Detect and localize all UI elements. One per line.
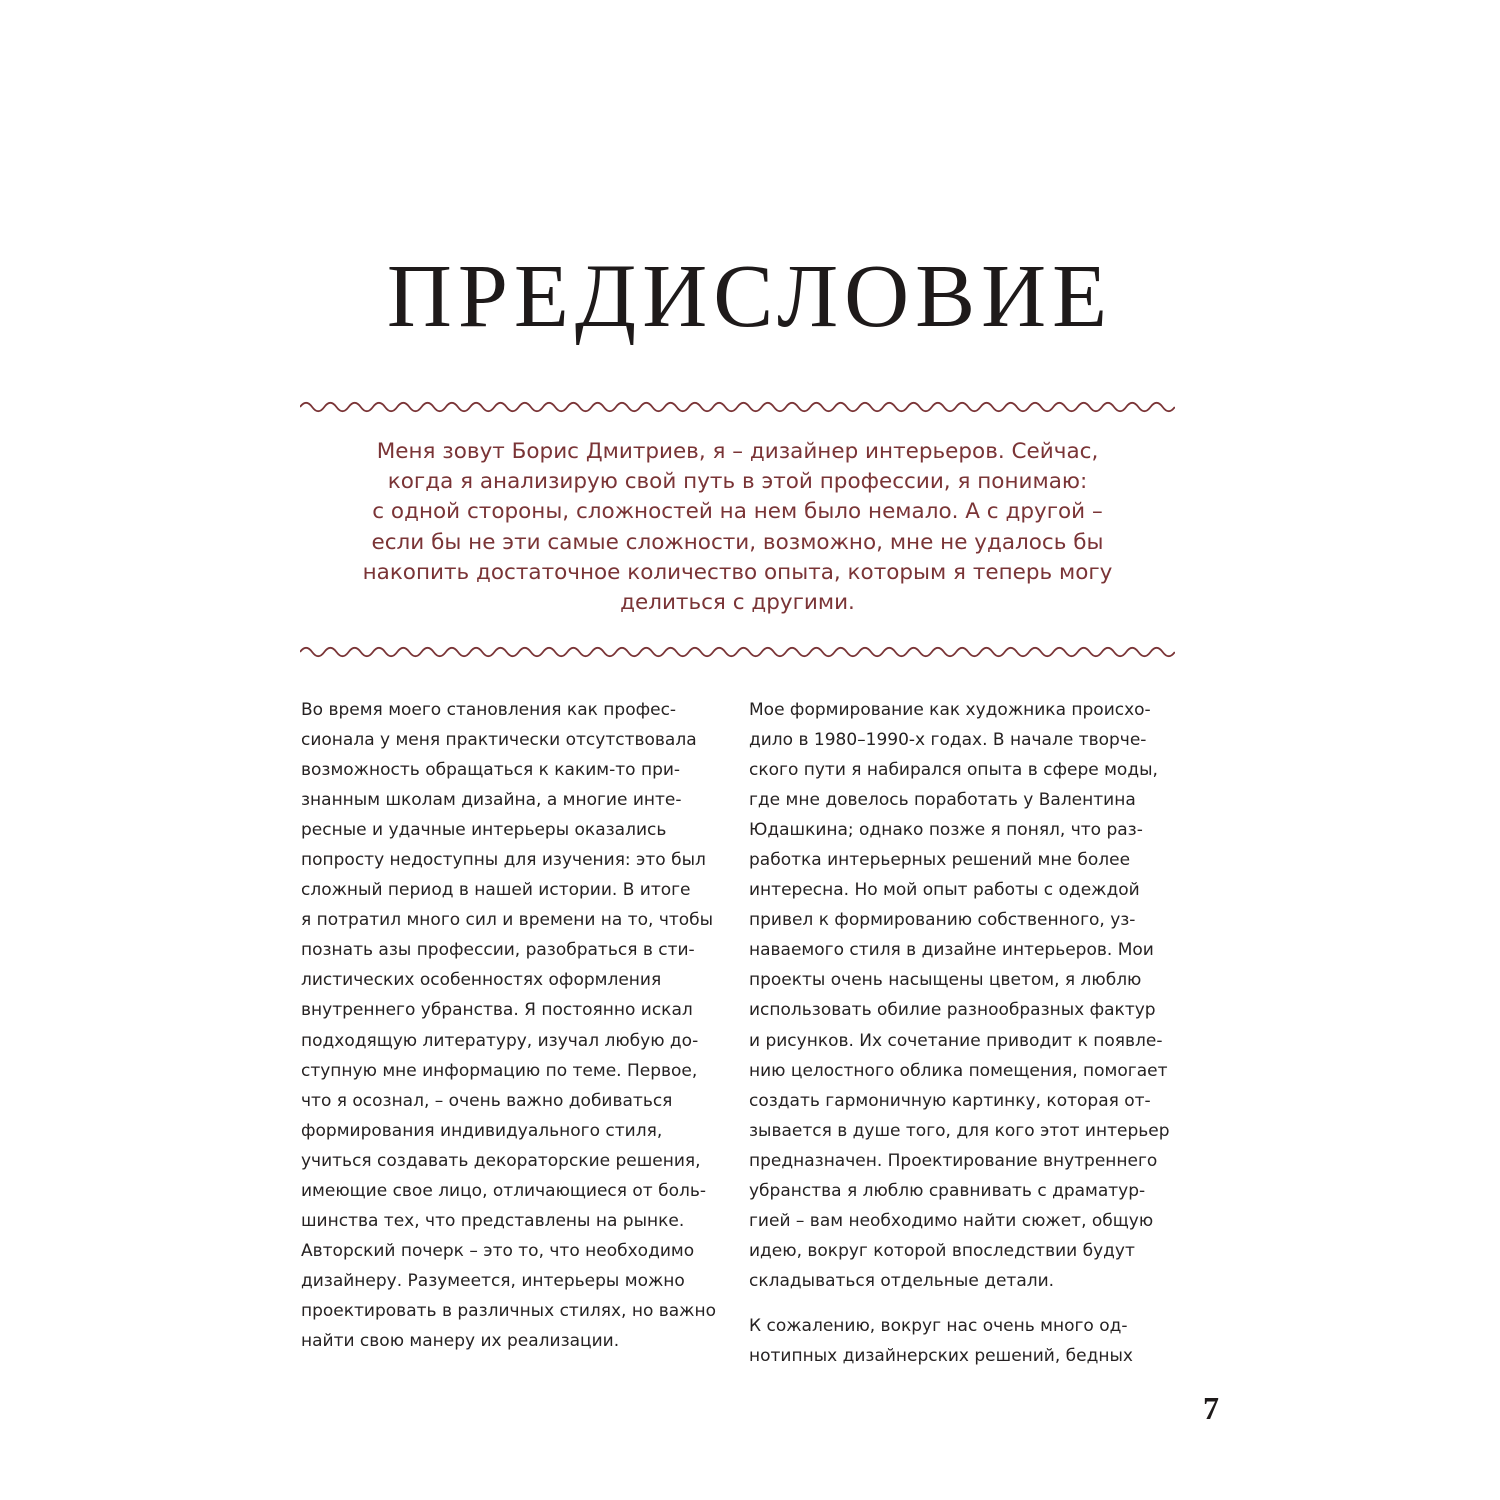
text-line: ского пути я набирался опыта в сфере моды,: [749, 760, 1158, 781]
text-line: создать гармоничную картинку, которая от-: [749, 1090, 1151, 1111]
text-line: складываться отдельные детали.: [749, 1270, 1055, 1291]
text-line: дизайнеру. Разумеется, интерьеры можно: [301, 1270, 685, 1291]
text-line: наваемого стиля в дизайне интерьеров. Мои: [749, 940, 1154, 961]
text-line: интересна. Но мой опыт работы с одеждой: [749, 880, 1140, 901]
text-line: зывается в душе того, для кого этот интерьер: [749, 1120, 1170, 1141]
paragraph: [749, 695, 1179, 1296]
text-line: листических особенностях оформления: [301, 970, 662, 991]
text-line: учиться создавать декораторские решения,: [301, 1150, 701, 1171]
text-line: ресные и удачные интерьеры оказались: [301, 820, 667, 841]
intro-line: с одной стороны, сложностей на нем было немало. А с другой –: [372, 499, 1103, 525]
text-line: Мое формирование как художника происхо-: [749, 700, 1151, 720]
text-line: найти свою манеру их реализации.: [301, 1330, 620, 1351]
text-line: гией – вам необходимо найти сюжет, общую: [749, 1210, 1154, 1231]
text-line: и рисунков. Их сочетание приводит к появле-: [749, 1030, 1163, 1051]
text-line: сионала у меня практически отсутствовала: [301, 730, 697, 751]
text-line: внутреннего убранства. Я постоянно искал: [301, 1000, 693, 1021]
paragraph: [301, 695, 731, 1356]
intro-text: [300, 437, 1175, 618]
text-line: познать азы профессии, разобраться в сти-: [301, 940, 695, 961]
page-number: 7: [1203, 1390, 1219, 1426]
page-title: ПРЕДИСЛОВИЕ: [386, 247, 1114, 346]
text-line: идею, вокруг которой впоследствии будут: [749, 1240, 1135, 1261]
intro-line: когда я анализирую свой путь в этой профессии, я понимаю:: [387, 469, 1088, 495]
text-line: я потратил много сил и времени на то, чтобы: [301, 910, 714, 931]
text-line: сложный период в нашей истории. В итоге: [301, 880, 691, 901]
text-line: использовать обилие разнообразных фактур: [749, 1000, 1156, 1021]
text-line: проектировать в различных стилях, но важно: [301, 1300, 717, 1321]
text-line: ступную мне информацию по теме. Первое,: [301, 1060, 698, 1081]
text-line: Авторский почерк – это то, что необходимо: [301, 1240, 695, 1261]
text-line: Во время моего становления как профес-: [301, 700, 677, 720]
text-line: шинства тех, что представлены на рынке.: [301, 1210, 685, 1231]
text-line: имеющие свое лицо, отличающиеся от боль-: [301, 1180, 706, 1201]
text-line: формирования индивидуального стиля,: [301, 1120, 663, 1141]
text-line: попросту недоступны для изучения: это был: [301, 850, 706, 871]
intro-line: накопить достаточное количество опыта, которым я теперь могу: [362, 559, 1113, 585]
wavy-divider-bottom: [300, 645, 1175, 659]
text-line: проекты очень насыщены цветом, я люблю: [749, 970, 1142, 991]
text-line: нию целостного облика помещения, помогает: [749, 1060, 1168, 1081]
wavy-divider-top: [300, 400, 1175, 414]
text-line: что я осознал, – очень важно добиваться: [301, 1090, 673, 1111]
left-column: [301, 695, 731, 1356]
text-line: предназначен. Проектирование внутреннего: [749, 1150, 1158, 1171]
text-line: подходящую литературу, изучал любую до-: [301, 1030, 699, 1051]
intro-line: Меня зовут Борис Дмитриев, я – дизайнер интерьеров. Сейчас,: [376, 439, 1099, 464]
right-column: [749, 695, 1179, 1371]
text-line: работка интерьерных решений мне более: [749, 850, 1131, 871]
text-line: К сожалению, вокруг нас очень много од-: [749, 1315, 1128, 1336]
text-line: знанным школам дизайна, а многие инте-: [301, 790, 682, 811]
intro-line: делиться с другими.: [620, 590, 855, 616]
text-line: дило в 1980–1990-х годах. В начале творче-: [749, 730, 1147, 751]
text-line: Юдашкина; однако позже я понял, что раз-: [749, 820, 1143, 841]
text-line: привел к формированию собственного, уз-: [749, 910, 1136, 931]
intro-line: если бы не эти самые сложности, возможно, мне не удалось бы: [371, 529, 1104, 555]
text-line: нотипных дизайнерских решений, бедных: [749, 1345, 1133, 1366]
text-line: где мне довелось поработать у Валентина: [749, 790, 1136, 811]
paragraph: [749, 1311, 1179, 1371]
text-line: возможность обращаться к каким-то при-: [301, 760, 681, 781]
text-line: убранства я люблю сравнивать с драматур-: [749, 1180, 1146, 1201]
